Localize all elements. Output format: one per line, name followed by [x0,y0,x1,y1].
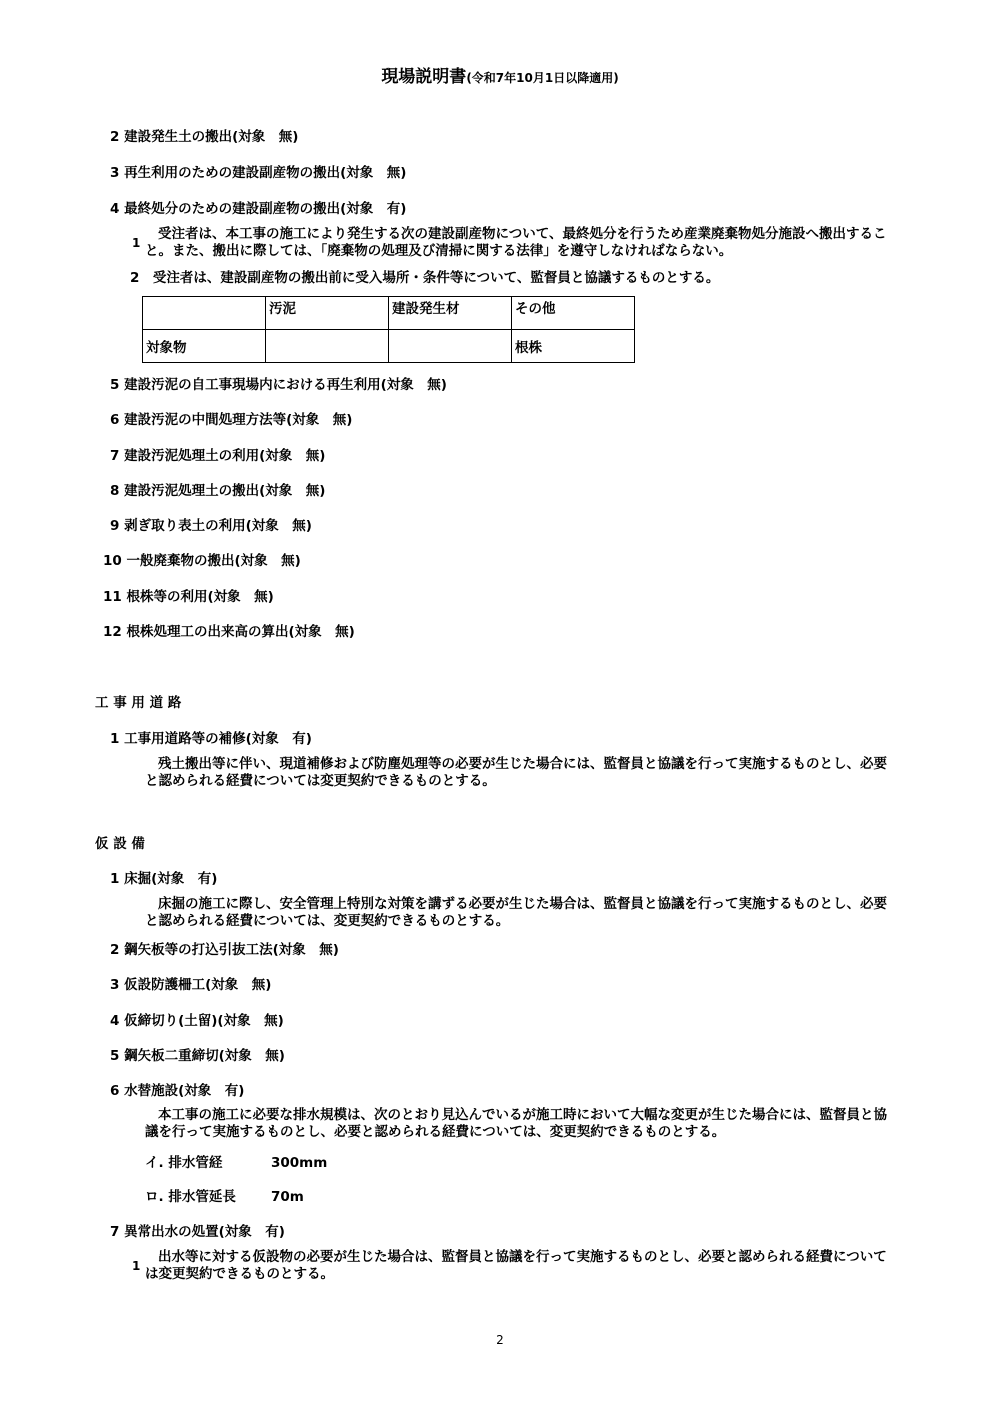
temp-item-6-heading: 6 水替施設(対象 有) [110,1083,245,1099]
table-header-cell: 汚泥 [266,297,389,330]
section-9-heading: 9 剥ぎ取り表土の利用(対象 無) [110,518,312,534]
temp-item-1-text: 床掘の施工に際し、安全管理上特別な対策を講ずる必要が生じた場合は、監督員と協議を行って実施するものとし、必要と認められる経費については、変更契約できるものとする。 [145,896,887,929]
table-cell: 根株 [512,330,635,363]
drain-pipe-diameter-label: イ. 排水管経 [145,1155,223,1171]
table-cell [389,330,512,363]
drain-pipe-length-value: 70m [271,1189,304,1205]
temp-item-6-text: 本工事の施工に必要な排水規模は、次のとおり見込んでいるが施工時において大幅な変更が生じた場合には、監督員と協議を行って実施するものとし、必要と認められる経費については、変更契約できるものとする。 [145,1107,887,1140]
section-12-heading: 12 根株処理工の出来高の算出(対象 無) [103,624,355,640]
table-cell [266,330,389,363]
section-3-heading: 3 再生利用のための建設副産物の搬出(対象 無) [110,165,407,181]
section-10-heading: 10 一般廃棄物の搬出(対象 無) [103,553,301,569]
section-4-heading: 4 最終処分のための建設副産物の搬出(対象 有) [110,201,407,217]
temp-item-4-heading: 4 仮締切り(土留)(対象 無) [110,1013,284,1029]
temp-item-3-heading: 3 仮設防護柵工(対象 無) [110,977,272,993]
road-heading: 工 事 用 道 路 [95,695,182,711]
title-subtitle: (令和7年10月1日以降適用) [466,71,619,85]
temp-item-7-heading: 7 異常出水の処置(対象 有) [110,1224,285,1240]
temp-item-7-sub-number: 1 [132,1259,141,1273]
temp-item-1-heading: 1 床掘(対象 有) [110,871,218,887]
section-4-item-1-number: 1 [132,236,141,250]
section-2-heading: 2 建設発生土の搬出(対象 無) [110,129,299,145]
page-number: 2 [496,1333,504,1347]
drain-pipe-length-label: ロ. 排水管延長 [145,1189,236,1205]
drain-pipe-diameter-value: 300mm [271,1155,328,1171]
page-title [0,62,1000,87]
title-main: 現場説明書 [381,67,467,87]
road-item-1-heading: 1 工事用道路等の補修(対象 有) [110,731,312,747]
temp-item-2-heading: 2 鋼矢板等の打込引抜工法(対象 無) [110,942,339,958]
temp-heading: 仮 設 備 [95,836,145,852]
section-4-item-2-text: 2 受注者は、建設副産物の搬出前に受入場所・条件等について、監督員と協議するものとする。 [130,270,720,286]
section-6-heading: 6 建設汚泥の中間処理方法等(対象 無) [110,412,353,428]
section-5-heading: 5 建設汚泥の自工事現場内における再生利用(対象 無) [110,377,447,393]
road-item-1-text: 残土搬出等に伴い、現道補修および防塵処理等の必要が生じた場合には、監督員と協議を行って実施するものとし、必要と認められる経費については変更契約できるものとする。 [145,756,887,789]
temp-item-5-heading: 5 鋼矢板二重締切(対象 無) [110,1048,285,1064]
section-7-heading: 7 建設汚泥処理土の利用(対象 無) [110,448,326,464]
temp-item-7-sub-text: 出水等に対する仮設物の必要が生じた場合は、監督員と協議を行って実施するものとし、必要と認められる経費については変更契約できるものとする。 [145,1249,887,1282]
table-header-row [143,297,635,330]
table-header-cell: 建設発生材 [389,297,512,330]
section-4-item-1-text: 受注者は、本工事の施工により発生する次の建設副産物について、最終処分を行うため産業廃棄物処分施設へ搬出すること。また、搬出に際しては、「廃棄物の処理及び清掃に関する法律」を遵守しなければならない。 [145,226,887,259]
table-cell: 対象物 [143,330,266,363]
table-header-cell: その他 [512,297,635,330]
section-8-heading: 8 建設汚泥処理土の搬出(対象 無) [110,483,326,499]
table-row [143,330,635,363]
table-header-cell [143,297,266,330]
section-11-heading: 11 根株等の利用(対象 無) [103,589,274,605]
waste-table [142,296,635,363]
